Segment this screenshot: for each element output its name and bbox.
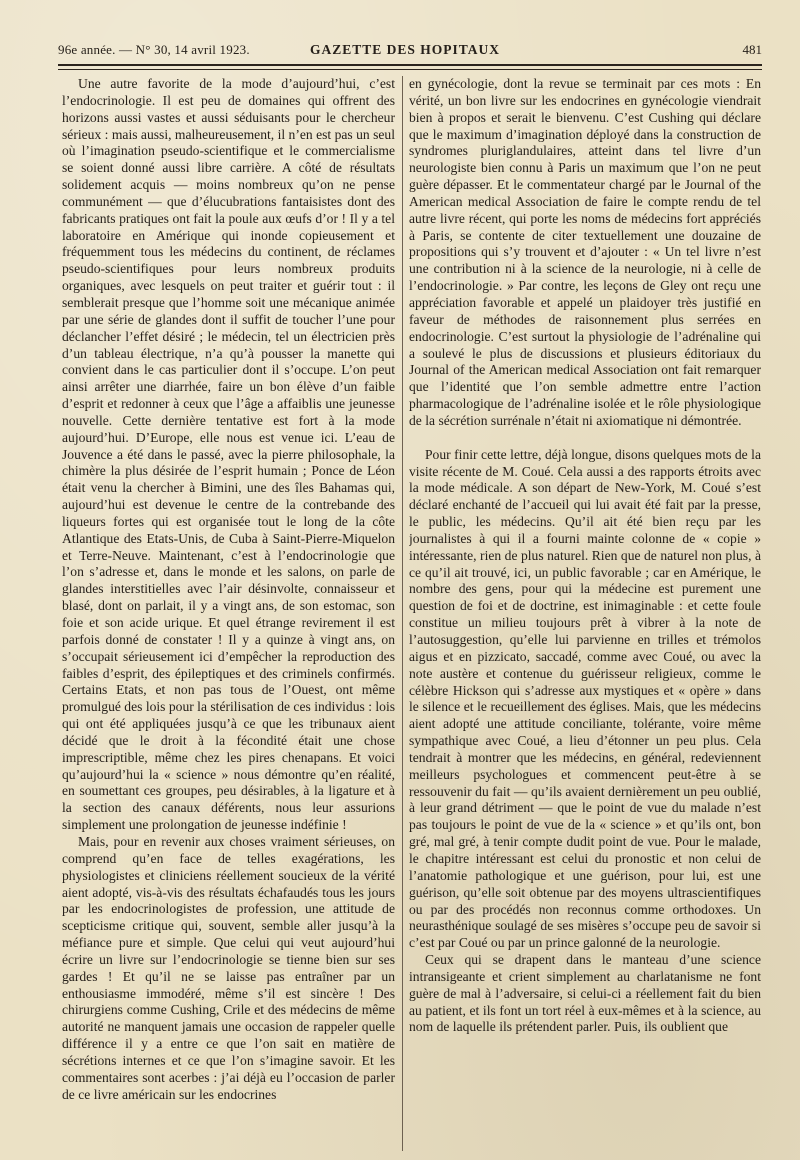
journal-title: GAZETTE DES HOPITAUX	[310, 42, 501, 57]
header-rule	[58, 64, 762, 66]
left-paragraph-scepticism: Mais, pour en revenir aux choses vraiment sérieuses, on comprend qu’en face de telles exagérations, les physiologistes et cliniciens réellement soucieux de la vérité aient adopté, vis-à-vis des résultats échafaudés tous les jours par les endocrinologistes de profession, une attitude de scepticisme critique qui, souvent, semble aller jusqu’à la méfiance pure et simple. Que celui qui veut aujourd’hui écrire un livre sur l’endocrinologie se tienne bien sur ses gardes ! Et qu’il ne se laisse pas entraîner par un enthousiasme immodéré, même s’il est sincère ! Des chirurgiens comme Cushing, Crile et des médecins de même autorité ne manquent jamais une occasion de rappeler quelle différence il y a entre ce que l’on sait en matière de sécrétions internes et ce que l’on s’imagine savoir. Et les commentaires sont acerbes : j’ai déjà eu l’occasion de parler de ce livre américain sur les endocrines	[62, 833, 395, 1102]
page-header	[58, 38, 762, 60]
right-paragraph-science: Ceux qui se drapent dans le manteau d’une science intransigeante et crient simplement au charlatanisme ne font guère de mal à l’adversaire, si celui-ci a réellement fait du bien au patient, et ils font un tort réel à eux-mêmes et à la science, au nom de laquelle ils prétendent parler. Puis, ils oublient que	[409, 952, 761, 1035]
left-paragraph-endocrinology: Une autre favorite de la mode d’aujourd’hui, c’est l’endocrinologie. Il est peu de domaines qui offrent des horizons aussi vastes et aussi séduisants pour le chercheur sérieux : mais aussi, malheureusement, il n’en est pas un seul où l’imagination pseudo-scientifique et le commercialisme se soient donné aussi libre carrière. A côté de résultats solidement acquis — moins nombreux qu’on ne pense communément — que d’élucubrations fantaisistes dont des fabricants pratiques ont fait la poule aux œufs d’or ! Il y a tel laboratoire en Amérique qui inonde copieusement et fréquemment tous les médecins du continent, de réclames pseudo-scientifiques pour leurs nombreux produits organiques, avec lesquels on peut traiter et guérir tout : il semblerait presque que l’homme soit une mécanique animée par une série de glandes dont il suffit de toucher l’une pour déclancher l’effet désiré ; le médecin, tel un électricien près d’un tableau électrique, n’a qu’à pousser la manette qui convient dans le cas particulier dont il s’occupe. L’on peut ainsi arrêter une diarrhée, faire un bon élève d’un faible d’esprit et redonner à ceux que l’âge a affaiblis une jeunesse nouvelle. Cette dernière tentative est fort à la mode aujourd’hui. D’Europe, elle nous est venue ici. L’eau de Jouvence a été dans le passé, avec la pierre philosophale, la chimère la plus désirée de l’esprit humain ; Ponce de Léon était venu la chercher à Bimini, une des îles Bahamas qui, aujourd’hui est devenue le centre de la contrebande des liqueurs fortes qui est organisée tout le long de la côte Atlantique des Etats-Unis, de Cuba à Saint-Pierre-Miquelon et Terre-Neuve. Maintenant, c’est à l’endocrinologie que l’on s’adresse et, dans le monde et les salons, on parle de glandes interstitielles avec l’air désinvolte, connaisseur et blasé, dont on parlait, il y a vingt ans, de son estomac, son foie et son acide urique. Et quel étrange revirement il est parfois donné de constater ! Il y a quinze à vingt ans, on s’occupait sérieusement ici d’empêcher la reproduction des faibles d’esprit, des épileptiques et des criminels confirmés. Certains Etats, et non pas tous de l’Ouest, ont même promulgué des lois pour la stérilisation de ces individus : lois qui ont été appliquées jusqu’à ce que les tribunaux aient décidé que le droit à la fécondité était une chose imprescriptible, même chez les pires chenapans. Et voici qu’aujourd’hui la « science » nous démontre qu’en réalité, en soumettant ces groupes, peu désirables, à la ligature et à la section des canaux déférents, nous leur assurions simplement une prolongation de jeunesse indéfinie !	[62, 76, 395, 833]
issue-info: 96e année. — N° 30, 14 avril 1923.	[58, 42, 250, 57]
right-paragraph-coue: Pour finir cette lettre, déjà longue, disons quelques mots de la visite récente de M. Coué. Cela aussi a des rapports étroits avec la mode médicale. A son départ de New-York, M. Coué s’est déclaré enchanté de l’accueil qui lui avait été fait par la presse, le public, les médecins. Qu’il ait été bien reçu par les journalistes à qui il a fourni mainte colonne de « copie » intéressante, rien de plus naturel. Rien que de naturel non plus, à ce qu’il ait trouvé, ici, un public favorable ; car en Amérique, le nombre des gens, pour qui la médecine est purement une question de foi et de doctrine, est inimaginable : et cette foule constitue un milieu toujours prêt à vibrer à la note de l’autosuggestion, qu’elle lui parvienne en trilles et trémolos aigus et en pizzicato, saccadé, comme avec Coué, ou avec la note austère et contenue du guérisseur religieux, comme le célèbre Hickson qui s’adresse aux mystiques et « opère » dans le silence et le recueillement des églises. Mais, que les médecins aient adopté une attitude conciliante, tolérante, voire même sympathique avec Coué, a lieu d’étonner un peu plus. Cela tendrait à montrer que les médecins, en général, redeviennent meilleurs psychologues et commencent peut-être à se ressouvenir du fait — qu’ils avaient dernièrement un peu oublié, à leur grand détriment — que le point de vue du malade n’est pas toujours le point de vue de la « science » et qu’ils ont, bon gré, mal gré, à tenir compte dudit point de vue. Pour le malade, le chapitre intéressant est celui du pronostic et non celui de l’anatomie pathologique et une guérison, pour lui, est une guérison, qu’elle soit obtenue par des moyens ultrascientifiques ou par des procédés non reconnus comme orthodoxes. Un neurasthénique soulagé de ses misères s’occupe peu de savoir si c’est par Coué ou par un prince galonné de la neurologie.	[409, 446, 761, 951]
column-divider	[402, 76, 403, 1151]
left-column	[62, 76, 395, 1156]
header-rule-thin	[58, 69, 762, 70]
right-paragraph-gynecology: en gynécologie, dont la revue se terminait par ces mots : En vérité, un bon livre sur les endocrines en gynécologie viendrait bien à propos et serait le bienvenu. C’est Cushing qui déclare que le maximum d’imagination déployé dans la construction de syndromes pluriglandulaires, atteint dans tel livre d’un neurologiste bien connu à Paris un maximum que l’on ne peut guère dépasser. Et le commentateur chargé par le Journal of the American medical Association de faire le compte rendu de tel autre livre récent, qui porte les noms de médecins fort appréciés à Paris, se contente de citer textuellement une douzaine de propositions qui s’y trouvent et d’ajouter : « Un tel livre n’est une contribution ni à la science de la neurologie, ni à celle de l’endocrinologie. » Par contre, les leçons de Gley ont reçu une appréciation favorable et appelé un plaidoyer très justifié en faveur de méthodes de raisonnement plus serrées en endocrinologie. C’est surtout la physiologie de l’adrénaline qui a soulevé le plus de discussions et plusieurs éditoriaux du Journal of the American medical Association ont fait remarquer que l’identité que l’on semble admettre entre l’action pharmacologique de l’adrénaline isolée et le rôle physiologique de la sécrétion surrénale n’était ni axiomatique ni démontrée.	[409, 76, 761, 428]
page-number: 481	[742, 42, 762, 57]
right-column	[409, 76, 761, 1156]
